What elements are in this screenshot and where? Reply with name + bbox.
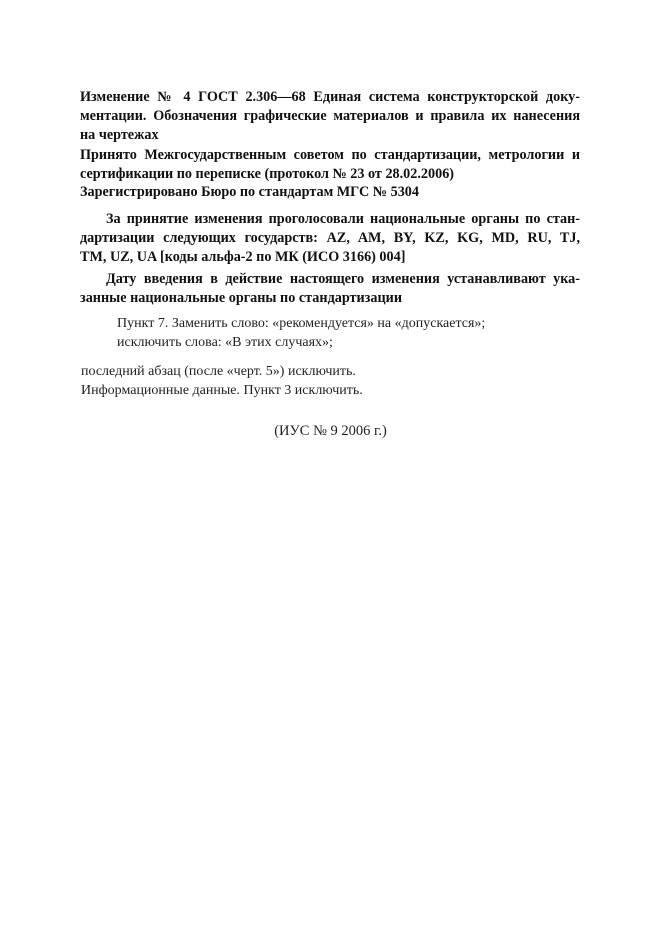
footer-ref: (ИУС № 9 2006 г.) [274, 423, 387, 439]
effective-date-statement [80, 270, 580, 308]
body-line-4: Информационные данные. Пункт 3 исключить. [81, 383, 363, 398]
title-line-1: Изменение № 4 ГОСТ 2.306—68 Единая система конструкторской доку- [80, 89, 580, 105]
amendment-continuation [81, 362, 363, 400]
voted-line-3: TM, UZ, UA [коды альфа-2 по МК (ИСО 3166) 004] [80, 249, 406, 265]
effective-line-2: занные национальные органы по стандартизации [80, 290, 403, 306]
effective-line-1: Дату введения в действие настоящего изменения устанавливают ука- [106, 271, 580, 287]
change-title [80, 88, 580, 145]
voting-statement [80, 210, 580, 267]
registered-line: Зарегистрировано Бюро по стандартам МГС № 5304 [80, 184, 419, 200]
body-line-2: исключить слова: «В этих случаях»; [117, 335, 333, 350]
voted-line-2: дартизации следующих государств: AZ, AM, BY, KZ, KG, MD, RU, TJ, [80, 230, 580, 246]
voted-line-1: За принятие изменения проголосовали национальные органы по стан- [106, 211, 580, 227]
body-line-3: последний абзац (после «черт. 5») исключить. [81, 364, 356, 379]
registration-statement [80, 183, 580, 202]
adopted-line-2: сертификации по переписке (протокол № 23 от 28.02.2006) [80, 166, 455, 182]
body-line-1: Пункт 7. Заменить слово: «рекомендуется» на «допускается»; [117, 316, 486, 331]
adopted-line-1: Принято Межгосударственным советом по стандартизации, метрологии и [80, 147, 580, 163]
title-line-3: на чертежах [80, 127, 159, 143]
ius-reference [0, 422, 661, 441]
adopted-statement [80, 146, 580, 184]
title-line-2: ментации. Обозначения графические материалов и правила их нанесения [80, 108, 580, 124]
amendment-clause-7 [117, 314, 485, 352]
